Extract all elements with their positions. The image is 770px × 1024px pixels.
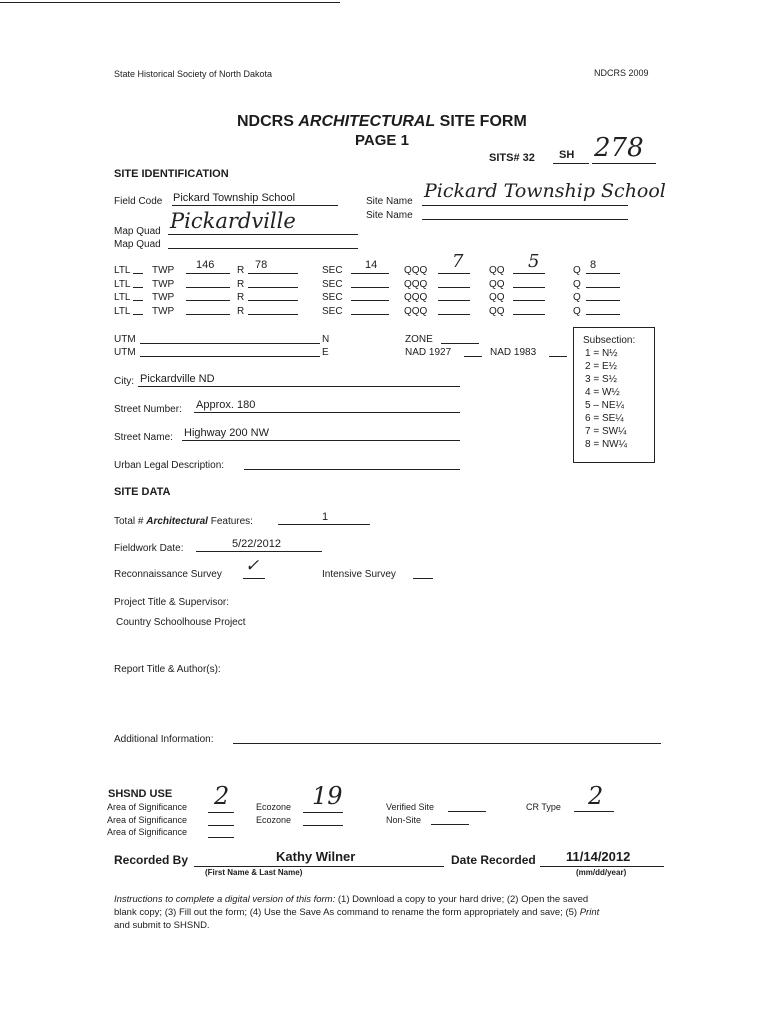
- qqq-label: QQQ: [404, 292, 428, 303]
- report-title-label: Report Title & Author(s):: [114, 664, 221, 675]
- r-label: R: [237, 265, 245, 276]
- subsection-item: 3 = S½: [585, 374, 617, 385]
- recorded-by-label: Recorded By: [114, 853, 189, 867]
- twp-line: [186, 273, 230, 274]
- nad1927-line: [464, 356, 482, 357]
- qq-line: [513, 273, 545, 274]
- map-quad-label: Map Quad: [114, 226, 161, 237]
- sec-value[interactable]: 14: [365, 259, 378, 271]
- aos-line: [208, 812, 234, 813]
- title-italic: ARCHITECTURAL: [298, 113, 436, 130]
- qq-label: QQ: [489, 265, 505, 276]
- cr-type-value[interactable]: 2: [588, 782, 604, 810]
- recorded-by-caption: (First Name & Last Name): [205, 868, 303, 877]
- fieldwork-date-label: Fieldwork Date:: [114, 543, 184, 554]
- subsection-item: 6 = SE¼: [585, 413, 624, 424]
- utm-n-line: [140, 343, 320, 344]
- subsection-item: 2 = E½: [585, 361, 617, 372]
- ltl-line: [133, 273, 143, 274]
- sec-label: SEC: [322, 306, 343, 317]
- ltl-label: LTL: [114, 279, 131, 290]
- reconnaissance-label: Reconnaissance Survey: [114, 569, 222, 580]
- ltl-line: [133, 300, 143, 301]
- site-name-line: [422, 205, 628, 206]
- map-quad2-line: [168, 248, 358, 249]
- instructions-text: [114, 893, 670, 932]
- header-organization: State Historical Society of North Dakota: [114, 69, 273, 79]
- intensive-survey-label: Intensive Survey: [322, 569, 396, 580]
- street-number-label: Street Number:: [114, 404, 182, 415]
- form-page-label: PAGE 1: [355, 132, 409, 149]
- aos-label: Area of Significance: [107, 815, 188, 825]
- subsection-item: 7 = SW¼: [585, 426, 627, 437]
- q-label: Q: [573, 279, 581, 290]
- map-quad2-label: Map Quad: [114, 239, 161, 250]
- instructions-part: (1) Download a copy to your hard drive; (2) Open the saved: [335, 894, 589, 905]
- aos-line: [208, 837, 234, 838]
- subsection-item: 5 – NE¼: [585, 400, 624, 411]
- aos-value[interactable]: 2: [214, 782, 230, 810]
- ltl-label: LTL: [114, 265, 131, 276]
- sec-line: [351, 314, 389, 315]
- non-site-line: [431, 824, 469, 825]
- qqq-line: [438, 314, 470, 315]
- ltl-line: [133, 314, 143, 315]
- qq-line: [513, 300, 545, 301]
- street-name-line: [182, 440, 460, 441]
- r-label: R: [237, 292, 245, 303]
- q-label: Q: [573, 292, 581, 303]
- additional-info-label: Additional Information:: [114, 734, 214, 745]
- twp-line: [186, 314, 230, 315]
- aos-line: [208, 825, 234, 826]
- ltl-line: [133, 287, 143, 288]
- sec-line: [351, 300, 389, 301]
- sec-line: [351, 273, 389, 274]
- q-line: [586, 287, 620, 288]
- r-label: R: [237, 279, 245, 290]
- date-recorded-line: [540, 866, 664, 867]
- sec-label: SEC: [322, 279, 343, 290]
- additional-info-line: [233, 743, 661, 744]
- sits-label: SITS# 32: [489, 152, 535, 164]
- utm-n-label: N: [322, 334, 330, 345]
- ecozone-line: [303, 812, 343, 813]
- q-line: [586, 300, 620, 301]
- intensive-survey-line: [413, 578, 433, 579]
- reconnaissance-line: [243, 578, 265, 579]
- field-code-value[interactable]: Pickard Township School: [173, 192, 296, 204]
- cr-type-label: CR Type: [526, 802, 561, 812]
- site-name2-line: [422, 219, 628, 220]
- site-name-label: Site Name: [366, 196, 413, 207]
- utm-label: UTM: [114, 334, 136, 345]
- total-features-value[interactable]: 1: [322, 511, 329, 523]
- verified-site-label: Verified Site: [386, 802, 435, 812]
- qqq-label: QQQ: [404, 279, 428, 290]
- instructions-print: Print: [579, 907, 600, 918]
- qq-value[interactable]: 5: [528, 251, 540, 272]
- sec-line: [351, 287, 389, 288]
- verified-site-line: [448, 811, 486, 812]
- twp-label: TWP: [152, 292, 175, 303]
- map-quad-value[interactable]: Pickardville: [170, 209, 296, 233]
- qqq-line: [438, 273, 470, 274]
- nad1983-label: NAD 1983: [490, 347, 537, 358]
- qqq-label: QQQ: [404, 265, 428, 276]
- qq-line: [513, 314, 545, 315]
- subsection-item: 8 = NW¼: [585, 439, 627, 450]
- utm-e-label: E: [322, 347, 329, 358]
- qq-line: [513, 287, 545, 288]
- subsection-box: [573, 327, 655, 463]
- aos-label: Area of Significance: [107, 827, 188, 837]
- recorded-by-line: [194, 866, 444, 867]
- field-code-line: [172, 205, 338, 206]
- non-site-label: Non-Site: [386, 815, 422, 825]
- instructions-line-1: [114, 893, 670, 906]
- qq-label: QQ: [489, 292, 505, 303]
- site-data-heading: SITE DATA: [114, 486, 171, 498]
- q-line: [586, 314, 620, 315]
- street-name-value[interactable]: Highway 200 NW: [184, 427, 269, 439]
- twp-label: TWP: [152, 265, 175, 276]
- total-features-suffix: Features:: [207, 516, 253, 527]
- instructions-part: and submit to SHSND.: [114, 920, 210, 931]
- city-label: City:: [114, 376, 134, 387]
- twp-line: [186, 300, 230, 301]
- site-identification-heading: SITE IDENTIFICATION: [114, 168, 229, 180]
- subsection-title: Subsection:: [583, 335, 636, 346]
- qqq-line: [438, 300, 470, 301]
- urban-legal-line: [244, 469, 460, 470]
- twp-label: TWP: [152, 306, 175, 317]
- sec-label: SEC: [322, 265, 343, 276]
- date-recorded-caption: (mm/dd/year): [576, 868, 627, 877]
- header-form-code: NDCRS 2009: [594, 68, 649, 78]
- city-value[interactable]: Pickardville ND: [140, 373, 215, 385]
- subsection-item: 1 = N½: [585, 348, 618, 359]
- nad1927-label: NAD 1927: [405, 347, 452, 358]
- scan-edge-line: [0, 2, 340, 3]
- ecozone-label: Ecozone: [256, 815, 292, 825]
- street-number-value[interactable]: Approx. 180: [196, 399, 256, 411]
- sits-number: 278: [594, 133, 644, 163]
- twp-label: TWP: [152, 279, 175, 290]
- qq-label: QQ: [489, 279, 505, 290]
- fieldwork-date-value[interactable]: 5/22/2012: [232, 538, 281, 550]
- subsection-item: 4 = W½: [585, 387, 620, 398]
- qqq-label: QQQ: [404, 306, 428, 317]
- r-value[interactable]: 78: [255, 259, 268, 271]
- zone-line: [441, 343, 479, 344]
- city-line: [138, 386, 460, 387]
- twp-value[interactable]: 146: [196, 259, 215, 271]
- date-recorded-value[interactable]: 11/14/2012: [566, 849, 631, 864]
- map-quad-line: [168, 234, 358, 235]
- qq-label: QQ: [489, 306, 505, 317]
- ecozone-value[interactable]: 19: [312, 782, 343, 810]
- utm-label: UTM: [114, 347, 136, 358]
- title-prefix: NDCRS: [237, 113, 299, 130]
- sits-county-line: [553, 163, 589, 164]
- total-features-line: [278, 524, 370, 525]
- instructions-line-2: [114, 906, 670, 919]
- project-title-label: Project Title & Supervisor:: [114, 597, 230, 608]
- ecozone-line: [303, 825, 343, 826]
- instructions-italic: Instructions to complete a digital version of this form:: [114, 894, 336, 905]
- aos-label: Area of Significance: [107, 802, 188, 812]
- ltl-label: LTL: [114, 292, 131, 303]
- fieldwork-date-line: [196, 551, 322, 552]
- q-value[interactable]: 8: [590, 259, 597, 271]
- nad1983-line: [549, 356, 567, 357]
- title-suffix: SITE FORM: [435, 113, 527, 130]
- urban-legal-label: Urban Legal Description:: [114, 460, 225, 471]
- qqq-line: [438, 287, 470, 288]
- reconnaissance-checkmark[interactable]: ✓: [245, 556, 260, 576]
- zone-label: ZONE: [405, 334, 433, 345]
- recorded-by-value[interactable]: Kathy Wilner: [276, 849, 356, 864]
- street-number-line: [194, 412, 460, 413]
- r-line: [248, 314, 298, 315]
- field-code-label: Field Code: [114, 196, 163, 207]
- r-line: [248, 273, 298, 274]
- sec-label: SEC: [322, 292, 343, 303]
- q-label: Q: [573, 265, 581, 276]
- r-line: [248, 300, 298, 301]
- twp-line: [186, 287, 230, 288]
- r-label: R: [237, 306, 245, 317]
- r-line: [248, 287, 298, 288]
- form-title: [237, 113, 527, 131]
- shsnd-use-heading: SHSND USE: [108, 788, 173, 800]
- q-label: Q: [573, 306, 581, 317]
- total-features-label: [114, 516, 253, 527]
- utm-e-line: [140, 356, 320, 357]
- site-name2-label: Site Name: [366, 210, 413, 221]
- project-title-value[interactable]: Country Schoolhouse Project: [116, 617, 246, 628]
- date-recorded-label: Date Recorded: [451, 853, 536, 867]
- cr-type-line: [574, 811, 614, 812]
- ltl-label: LTL: [114, 306, 131, 317]
- site-name-value[interactable]: Pickard Township School: [424, 180, 666, 202]
- qqq-value[interactable]: 7: [452, 251, 464, 272]
- q-line: [586, 273, 620, 274]
- total-features-italic: Architectural: [146, 516, 208, 527]
- sits-county: SH: [559, 149, 575, 161]
- sits-number-line: [592, 163, 656, 164]
- instructions-line-3: [114, 919, 670, 932]
- total-features-prefix: Total #: [114, 516, 147, 527]
- ecozone-label: Ecozone: [256, 802, 292, 812]
- street-name-label: Street Name:: [114, 432, 173, 443]
- instructions-part: blank copy; (3) Fill out the form; (4) Use the Save As command to rename the form appropriately and save; (5): [114, 907, 580, 918]
